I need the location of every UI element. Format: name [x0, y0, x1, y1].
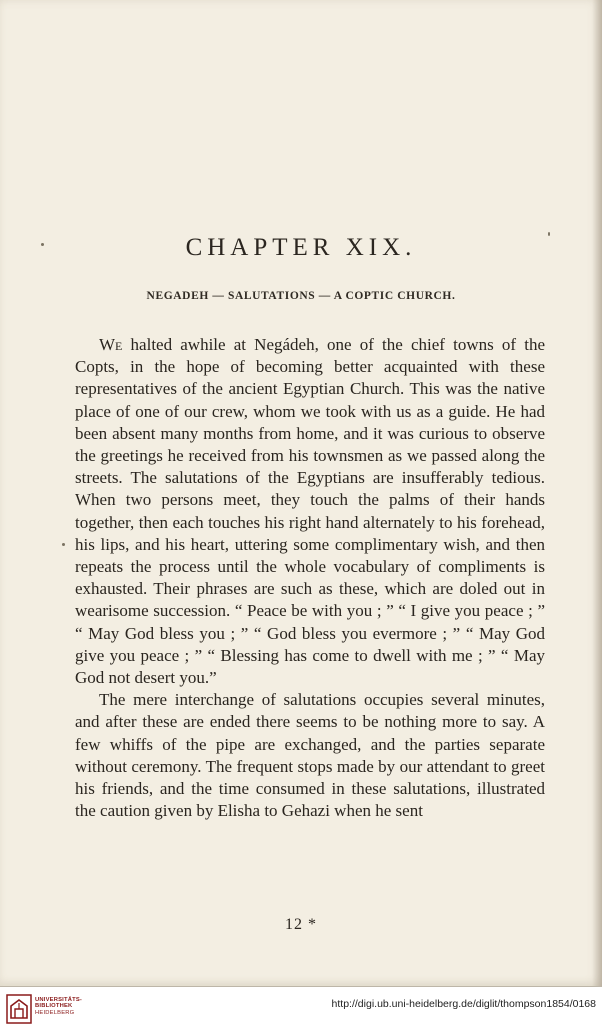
paragraph-1	[75, 334, 545, 689]
paragraph-text: halted awhile at Negádeh, one of the chief towns of the Copts, in the hope of becoming better acquainted with these representatives of the ancient Egyptian Church. This was the native place of one of our crew, whom we took with us as a guide. He had been absent many months from home, and it was curious to observe the greetings he received from his townsmen as we passed along the streets. The salutations of the Egyptians are insufferably tedious. When two persons meet, they touch the palms of their hands together, then each touches his right hand alternately to his forehead, his lips, and his heart, uttering some complimentary wish, and then repeats the process until the whole vocabulary of compliments is exhausted. Their phrases are such as these, which are doled out in wearisome succession. “ Peace be with you ; ” “ I give you peace ; ” “ May God bless you ; ” “ God bless you evermore ; ” “ May God give you peace ; ” “ Blessing has come to dwell with me ; ” “ May God not desert you.”	[75, 335, 545, 688]
page-gutter-shadow	[592, 0, 602, 986]
paragraph-text: The mere interchange of salutations occupies several minutes, and after these are ended there seems to be nothing more to say. A few whiffs of the pipe are exchanged, and the parties separate without ceremony. The frequent stops made by our attendant to greet his friends, and the time consumed in these salutations, illustrated the caution given by Elisha to Gehazi when he sent	[75, 690, 545, 821]
university-seal-icon[interactable]	[6, 994, 32, 1024]
library-name-line: HEIDELBERG	[35, 1009, 75, 1016]
library-name-line: BIBLIOTHEK	[35, 1003, 73, 1010]
body-text	[75, 334, 545, 822]
library-name-line: UNIVERSITÄTS-	[35, 997, 83, 1003]
paragraph-2	[75, 689, 545, 822]
page-number: 12 *	[285, 916, 317, 933]
paper-speck	[62, 543, 65, 546]
chapter-summary: NEGADEH — SALUTATIONS — A COPTIC CHURCH.	[146, 290, 456, 302]
chapter-title: CHAPTER XIX.	[185, 234, 417, 261]
source-url-link[interactable]: http://digi.ub.uni-heidelberg.de/diglit/thompson1854/0168	[331, 998, 596, 1010]
library-name	[35, 997, 82, 1016]
paragraph-first-word: We	[99, 335, 123, 354]
